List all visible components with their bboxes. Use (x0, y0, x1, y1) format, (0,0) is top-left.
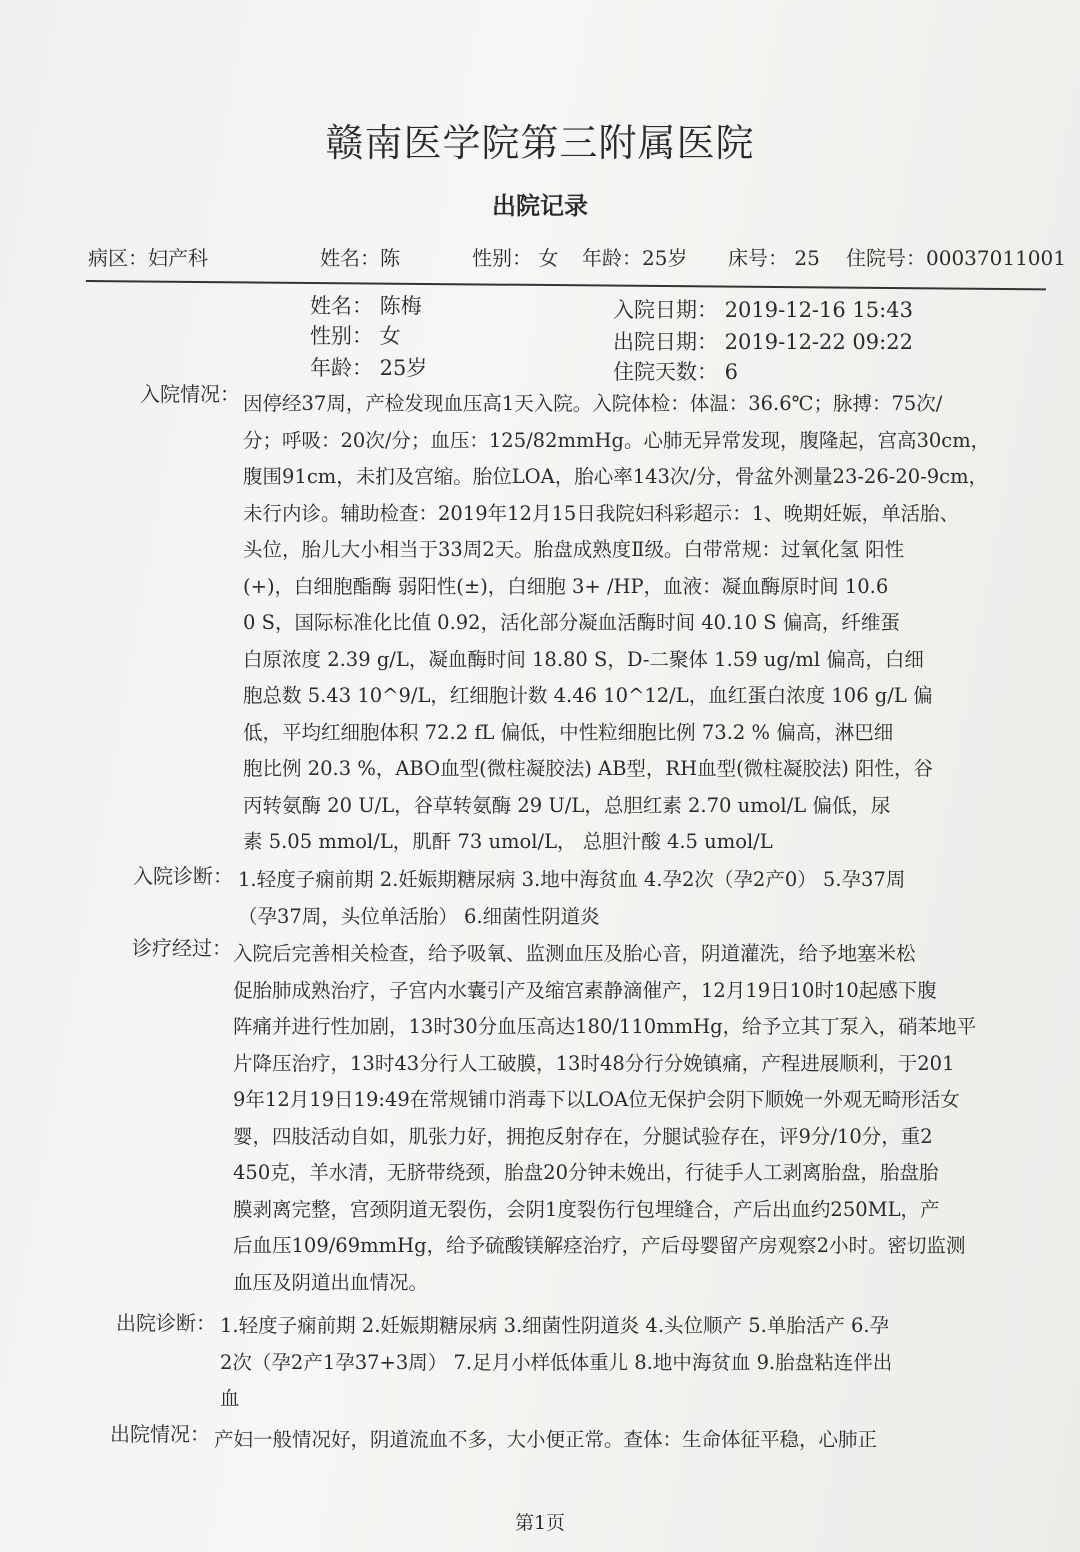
discharge-diagnosis-label: 出院诊断： (116, 1311, 216, 1335)
course-label: 诊疗经过： (132, 936, 232, 960)
text-line: 1.轻度子痫前期 2.妊娠期糖尿病 3.细菌性阴道炎 4.头位顺产 5.单胎活产 6.孕 (220, 1314, 890, 1337)
text-line: 胞比例 20.3 %，ABO血型(微柱凝胶法) AB型，RH血型(微柱凝胶法) 阳性，谷 (243, 757, 934, 780)
text-line: （孕37周，头位单活胎） 6.细菌性阴道炎 (238, 904, 600, 928)
text-line: 胞总数 5.43 10^9/L，红细胞计数 4.46 10^12/L，血红蛋白浓度 106 g/L 偏 (243, 684, 933, 707)
hospital-name: 赣南医学院第三附属医院 (325, 121, 755, 165)
text-line: 2次（孕2产1孕37+3周） 7.足月小样低体重儿 8.地中海贫血 9.胎盘粘连伴出 (220, 1350, 893, 1374)
header-bed: 床号： 25 (728, 246, 820, 270)
text-line: 头位，胎儿大小相当于33周2天。胎盘成熟度Ⅱ级。白带常规：过氧化氢 阳性 (243, 538, 905, 561)
header-divider (86, 280, 1046, 290)
text-line: 片降压治疗，13时43分行人工破膜，13时48分行分娩镇痛，产程进展顺利，于201 (233, 1051, 955, 1075)
text-line: 0 S，国际标准化比值 0.92，活化部分凝血活酶时间 40.10 S 偏高，纤维蛋 (243, 611, 900, 634)
text-line: 膜剥离完整，宫颈阴道无裂伤，会阴1度裂伤行包埋缝合，产后出血约250ML，产 (233, 1197, 940, 1221)
text-line: 低，平均红细胞体积 72.2 fL 偏低，中性粒细胞比例 73.2 % 偏高，淋巴细 (243, 720, 894, 744)
text-line: 因停经37周，产检发现血压高1天入院。入院体检：体温：36.6℃；脉搏：75次/ (243, 392, 943, 415)
text-line: 分；呼吸：20次/分；血压：125/82mmHg。心肺无异常发现，腹隆起，宫高30cm， (243, 428, 991, 452)
text-line: 9年12月19日19:49在常规铺巾消毒下以LOA位无保护会阴下顺娩一外观无畸形活女 (233, 1088, 960, 1111)
header-admission-no: 住院号：00037011001 (846, 246, 1066, 270)
text-line: 450克，羊水清，无脐带绕颈，胎盘20分钟未娩出，行徒手人工剥离胎盘，胎盘胎 (233, 1161, 939, 1184)
text-line: 血压及阴道出血情况。 (233, 1270, 429, 1294)
text-line: 丙转氨酶 20 U/L，谷草转氨酶 29 U/L，总胆红素 2.70 umol/L 偏低，尿 (243, 793, 891, 817)
text-line: 腹围91cm，未扪及宫缩。胎位LOA，胎心率143次/分，骨盆外测量23-26-20-9cm， (243, 465, 989, 488)
text-line: 白原浓度 2.39 g/L，凝血酶时间 18.80 S，D-二聚体 1.59 ug/ml 偏高，白细 (243, 647, 924, 671)
text-line: 阵痛并进行性加剧，13时30分血压高达180/110mmHg，给予立其丁泵入，硝苯地平 (233, 1015, 977, 1038)
text-line: (+)，白细胞酯酶 弱阳性(±)，白细胞 3+ /HP，血液：凝血酶原时间 10.6 (243, 574, 889, 598)
header-age: 年龄：25岁 (582, 246, 688, 270)
patient-age: 年龄： 25岁 (310, 356, 428, 380)
patient-name: 姓名： 陈梅 (310, 294, 422, 318)
admit-date: 入院日期： 2019-12-16 15:43 (613, 298, 913, 322)
admit-diagnosis-text (238, 862, 1048, 935)
text-line: 促胎肺成熟治疗，子宫内水囊引产及缩宫素静滴催产，12月19日10时10起感下腹 (233, 978, 937, 1002)
discharge-status-text (214, 1422, 1044, 1459)
admit-diagnosis-label: 入院诊断： (133, 864, 233, 888)
text-line: 入院后完善相关检查，给予吸氧、监测血压及胎心音，阴道灌洗，给予地塞米松 (233, 942, 916, 965)
header-name: 姓名：陈 (320, 246, 400, 270)
text-line: 未行内诊。辅助检查：2019年12月15日我院妇科彩超示：1、晚期妊娠，单活胎、 (243, 501, 960, 525)
hospital-days: 住院天数： 6 (613, 360, 739, 384)
text-line: 婴，四肢活动自如，肌张力好，拥抱反射存在，分腿试验存在，评9分/10分，重2 (233, 1124, 933, 1148)
text-line: 1.轻度子痫前期 2.妊娠期糖尿病 3.地中海贫血 4.孕2次（孕2产0） 5.孕37周 (238, 868, 906, 891)
text-line: 血 (220, 1387, 240, 1410)
header-gender: 性别： 女 (472, 246, 559, 270)
course-text (233, 936, 1043, 1301)
admission-text (243, 386, 1053, 861)
admission-label: 入院情况： (140, 382, 240, 406)
text-line: 产妇一般情况好，阴道流血不多，大小便正常。查体：生命体征平稳，心肺正 (214, 1428, 878, 1451)
patient-gender: 性别： 女 (310, 324, 401, 348)
header-ward: 病区：妇产科 (88, 246, 208, 270)
document-title: 出院记录 (492, 191, 588, 220)
discharge-status-label: 出院情况： (110, 1422, 210, 1446)
text-line: 素 5.05 mmol/L，肌酐 73 umol/L， 总胆汁酸 4.5 umol/L (243, 830, 773, 853)
discharge-date: 出院日期： 2019-12-22 09:22 (613, 330, 913, 354)
discharge-diagnosis-text (220, 1308, 1040, 1418)
page-number: 第1页 (514, 1512, 566, 1534)
text-line: 后血压109/69mmHg，给予硫酸镁解痉治疗，产后母婴留产房观察2小时。密切监测 (233, 1234, 966, 1257)
